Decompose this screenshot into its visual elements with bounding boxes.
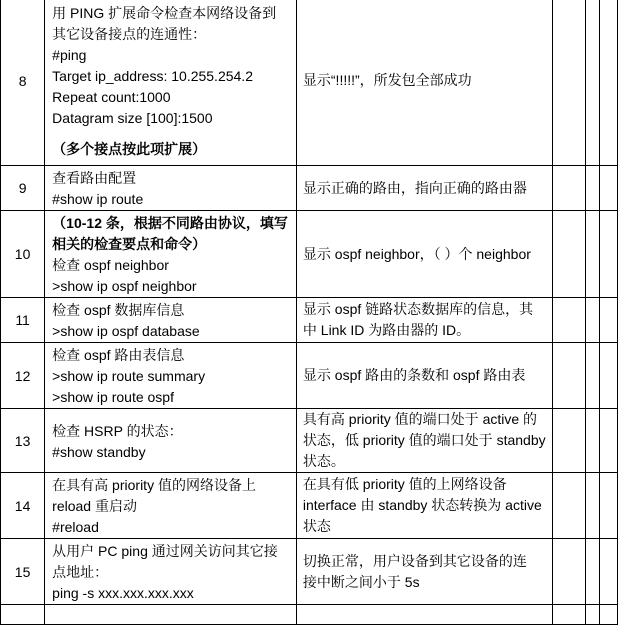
step-line: #show standby (52, 443, 146, 460)
empty-cell (1, 605, 45, 625)
expected-result (296, 0, 552, 166)
step-line: #reload (52, 519, 99, 535)
step-line: 检查 HSRP 的状态： (52, 422, 183, 439)
empty-cell (552, 605, 586, 625)
table-row (1, 0, 618, 166)
step-description (45, 211, 297, 298)
result-line: 具有高 priority 值的端口处于 active 的 (302, 411, 538, 427)
empty-cell (600, 0, 618, 166)
step-line: 检查 ospf neighbor (52, 257, 169, 273)
step-description (45, 0, 297, 166)
empty-cell (600, 409, 618, 473)
table-row (1, 409, 618, 473)
empty-cell (600, 605, 618, 625)
table-row (1, 211, 618, 298)
step-description (45, 409, 297, 473)
step-line: ping -s xxx.xxx.xxx.xxx (52, 585, 194, 601)
step-line: >show ip ospf database (52, 323, 200, 339)
step-number: 9 (1, 166, 45, 211)
step-line: 在具有高 priority 值的网络设备上 (52, 477, 256, 493)
empty-cell (552, 0, 586, 166)
expected-result (296, 211, 552, 298)
empty-cell (600, 473, 618, 539)
result-line: 状态 (302, 518, 331, 534)
empty-cell (552, 298, 586, 343)
result-line: 状态，低 priority 值的端口处于 standby (302, 432, 546, 448)
empty-cell (586, 166, 600, 211)
step-line: 检查 ospf 路由表信息 (52, 347, 185, 363)
empty-cell (600, 298, 618, 343)
step-number: 12 (1, 343, 45, 409)
empty-cell (586, 473, 600, 539)
empty-cell (586, 0, 600, 166)
step-line: reload 重启动 (52, 498, 137, 514)
step-note: 相关的检查要点和命令） (52, 236, 207, 252)
expected-result (296, 473, 552, 539)
table-row (1, 343, 618, 409)
step-line: 点地址： (52, 564, 109, 580)
empty-cell (600, 166, 618, 211)
step-number: 13 (1, 409, 45, 473)
step-line: Repeat count:1000 (52, 89, 171, 105)
step-number: 14 (1, 473, 45, 539)
step-line: #show ip route (52, 191, 144, 207)
table-row (1, 473, 618, 539)
empty-cell (45, 605, 297, 625)
step-description (45, 166, 297, 211)
step-line: >show ip ospf neighbor (52, 278, 197, 294)
table-row (1, 166, 618, 211)
result-line: 显示“!!!!!”，所发包全部成功 (302, 72, 472, 88)
result-line: 中 Link ID 为路由器的 ID。 (302, 322, 471, 338)
result-line: 显示 ospf 路由的条数和 ospf 路由表 (302, 367, 526, 383)
empty-cell (586, 605, 600, 625)
empty-cell (600, 343, 618, 409)
result-line: 显示 ospf neighbor，（ ）个 neighbor (302, 245, 531, 262)
empty-cell (600, 211, 618, 298)
step-number: 15 (1, 539, 45, 605)
empty-cell (586, 409, 600, 473)
expected-result (296, 343, 552, 409)
step-line: Datagram size [100]:1500 (52, 110, 213, 126)
table-row (1, 298, 618, 343)
result-line: 显示 ospf 链路状态数据库的信息，其 (302, 301, 534, 317)
spacer (52, 129, 290, 139)
step-number: 8 (1, 0, 45, 166)
expected-result (296, 166, 552, 211)
empty-cell (586, 343, 600, 409)
empty-cell (552, 409, 586, 473)
result-line: 状态。 (302, 453, 345, 469)
step-line: >show ip route summary (52, 368, 206, 384)
step-line: 查看路由配置 (52, 170, 137, 186)
step-note: （多个接点按此项扩展） (52, 141, 207, 157)
result-line: 显示正确的路由，指向正确的路由器 (302, 179, 527, 196)
step-description (45, 343, 297, 409)
step-line: #ping (52, 47, 87, 63)
empty-cell (586, 211, 600, 298)
empty-cell (552, 473, 586, 539)
step-number: 11 (1, 298, 45, 343)
empty-cell (552, 211, 586, 298)
empty-cell (552, 343, 586, 409)
result-line: interface 由 standby 状态转换为 active (302, 497, 542, 513)
step-note: （10-12 条，根据不同路由协议，填写 (52, 215, 288, 231)
table-row (1, 605, 618, 625)
step-line: 从用户 PC ping 通过网关访问其它接 (52, 543, 278, 559)
result-line: 在具有低 priority 值的上网络设备 (302, 476, 507, 492)
step-line: 其它设备接点的连通性： (52, 26, 207, 42)
step-line: 用 PING 扩展命令检查本网络设备到 (52, 5, 277, 21)
empty-cell (586, 298, 600, 343)
result-line: 接中断之间小于 5s (302, 573, 420, 590)
step-line: Target ip_address: 10.255.254.2 (52, 68, 253, 84)
step-line: 检查 ospf 数据库信息 (52, 302, 185, 318)
expected-result (296, 298, 552, 343)
empty-cell (552, 166, 586, 211)
expected-result (296, 409, 552, 473)
step-number: 10 (1, 211, 45, 298)
step-description (45, 473, 297, 539)
step-description (45, 298, 297, 343)
step-line: >show ip route ospf (52, 389, 174, 405)
empty-cell (296, 605, 552, 625)
result-line: 切换正常，用户设备到其它设备的连 (302, 552, 527, 569)
